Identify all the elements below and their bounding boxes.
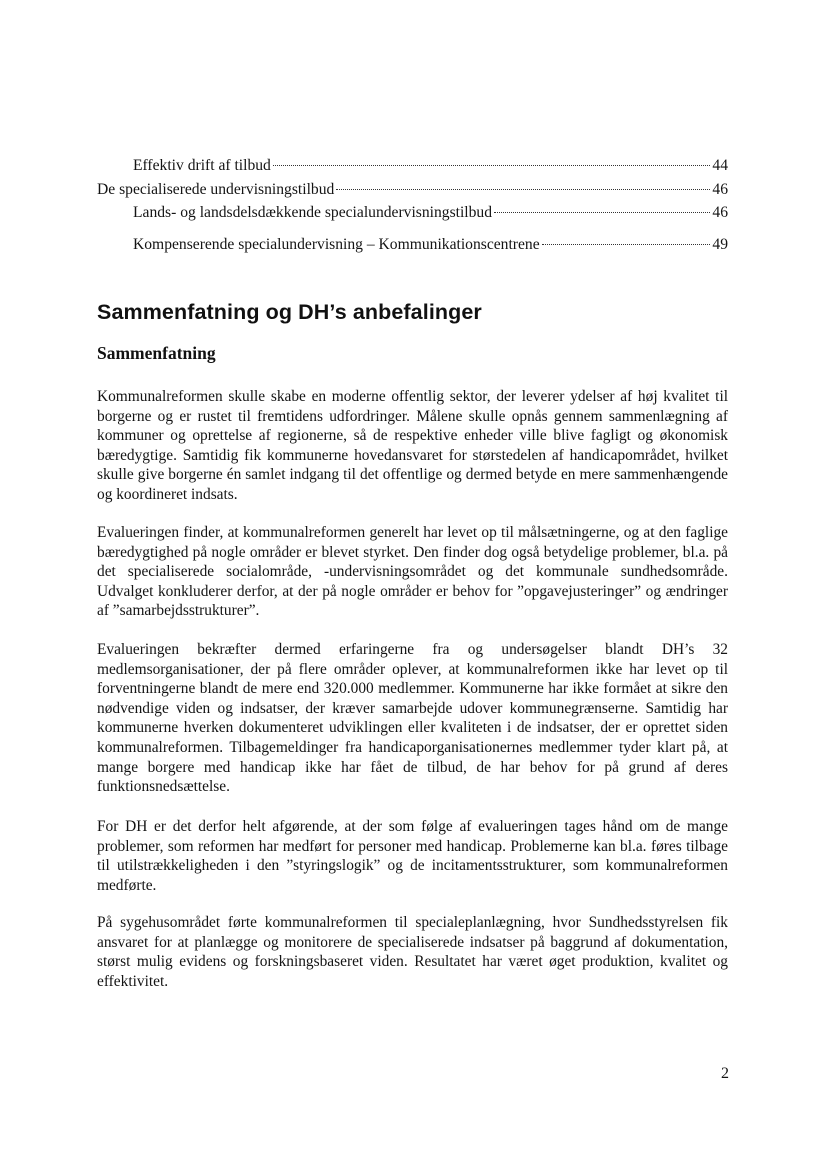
body-paragraph: Kommunalreformen skulle skabe en moderne offentlig sektor, der leverer ydelser af høj kvalitet til borgerne og er rustet til fremtidens udfordringer. Målene skulle opnås gennem sammenlægning af kommuner og oprettelse af regionerne, så de respektive enheder ville blive fagligt og økonomisk bæredygtige. Samtidig fik kommunerne hovedansvaret for størstedelen af handicapområdet, hvilket skulle give borgerne én samlet indgang til det offentlige og dermed betyde en mere sammenhængende og koordineret indsats.: [97, 388, 728, 503]
body-paragraph: Evalueringen finder, at kommunalreformen generelt har levet op til målsætningerne, og at den faglige bæredygtighed på nogle områder er blevet styrket. Den finder dog også betydelige problemer, bl.a. på det specialiserede socialområde, -undervisningsområdet og det kommunale sundhedsområde. Udvalget konkluderer derfor, at der på nogle områder er behov for ”opgavejusteringer” og ændringer af ”samarbejdsstrukturer”.: [97, 524, 728, 620]
body-paragraph: For DH er det derfor helt afgørende, at der som følge af evalueringen tages hånd om de mange problemer, som reformen har medført for personer med handicap. Problemerne kan bl.a. føres tilbage til utilstrækkeligheden i den ”styringslogik” og de incitamentsstrukturer, som kommunalreformen medførte.: [97, 818, 728, 894]
toc-entry-title: Kompenserende specialundervisning – Kommunikationscentrene: [133, 236, 540, 253]
body-paragraph: Evalueringen bekræfter dermed erfaringerne fra og undersøgelser blandt DH’s 32 medlemsorganisationer, der på flere områder oplever, at kommunalreformen ikke har levet op til forventningerne blandt de mere end 320.000 medlemmer. Kommunerne har ikke formået at sikre den nødvendige viden og indsatser, der kræver samarbejde udover kommunegrænserne. Samtidig har kommunerne hverken dokumenteret udviklingen eller kvaliteten i de indsatser, der er oprettet siden kommunalreformen. Tilbagemeldinger fra handicaporganisationernes medlemmer tyder klart på, at mange borgere med handicap ikke har fået de tilbud, de har behov for på grund af deres funktionsnedsættelse.: [97, 641, 728, 796]
toc-entry[interactable]: [97, 154, 728, 178]
toc-entry[interactable]: [97, 178, 728, 201]
toc-leader-dots: [336, 189, 710, 190]
body-paragraph: På sygehusområdet førte kommunalreformen til specialeplanlægning, hvor Sundhedsstyrelsen fik ansvaret for at planlægge og monitorere de specialiserede indsatser på baggrund af dokumentation, størst mulig evidens og forskningsbaseret viden. Resultatet har været øget produktion, kvalitet og effektivitet.: [97, 914, 728, 990]
toc-entry-title: Effektiv drift af tilbud: [133, 157, 271, 174]
toc-entry-page: 49: [712, 236, 728, 253]
toc-leader-dots: [542, 244, 711, 245]
page-number: 2: [721, 1065, 729, 1082]
toc-entry-title: De specialiserede undervisningstilbud: [97, 181, 335, 198]
toc-entry-page: 46: [712, 204, 728, 221]
subsection-heading: Sammenfatning: [97, 343, 216, 363]
toc-entry[interactable]: [97, 201, 728, 225]
toc-entry-title: Lands- og landsdelsdækkende specialundervisningstilbud: [133, 204, 493, 221]
toc-leader-dots: [494, 212, 710, 213]
toc-entry[interactable]: [97, 233, 728, 257]
section-heading: Sammenfatning og DH’s anbefalinger: [97, 300, 482, 324]
toc-entry-page: 46: [712, 181, 728, 198]
table-of-contents: [97, 154, 728, 257]
toc-leader-dots: [273, 165, 711, 166]
toc-entry-page: 44: [712, 157, 728, 174]
